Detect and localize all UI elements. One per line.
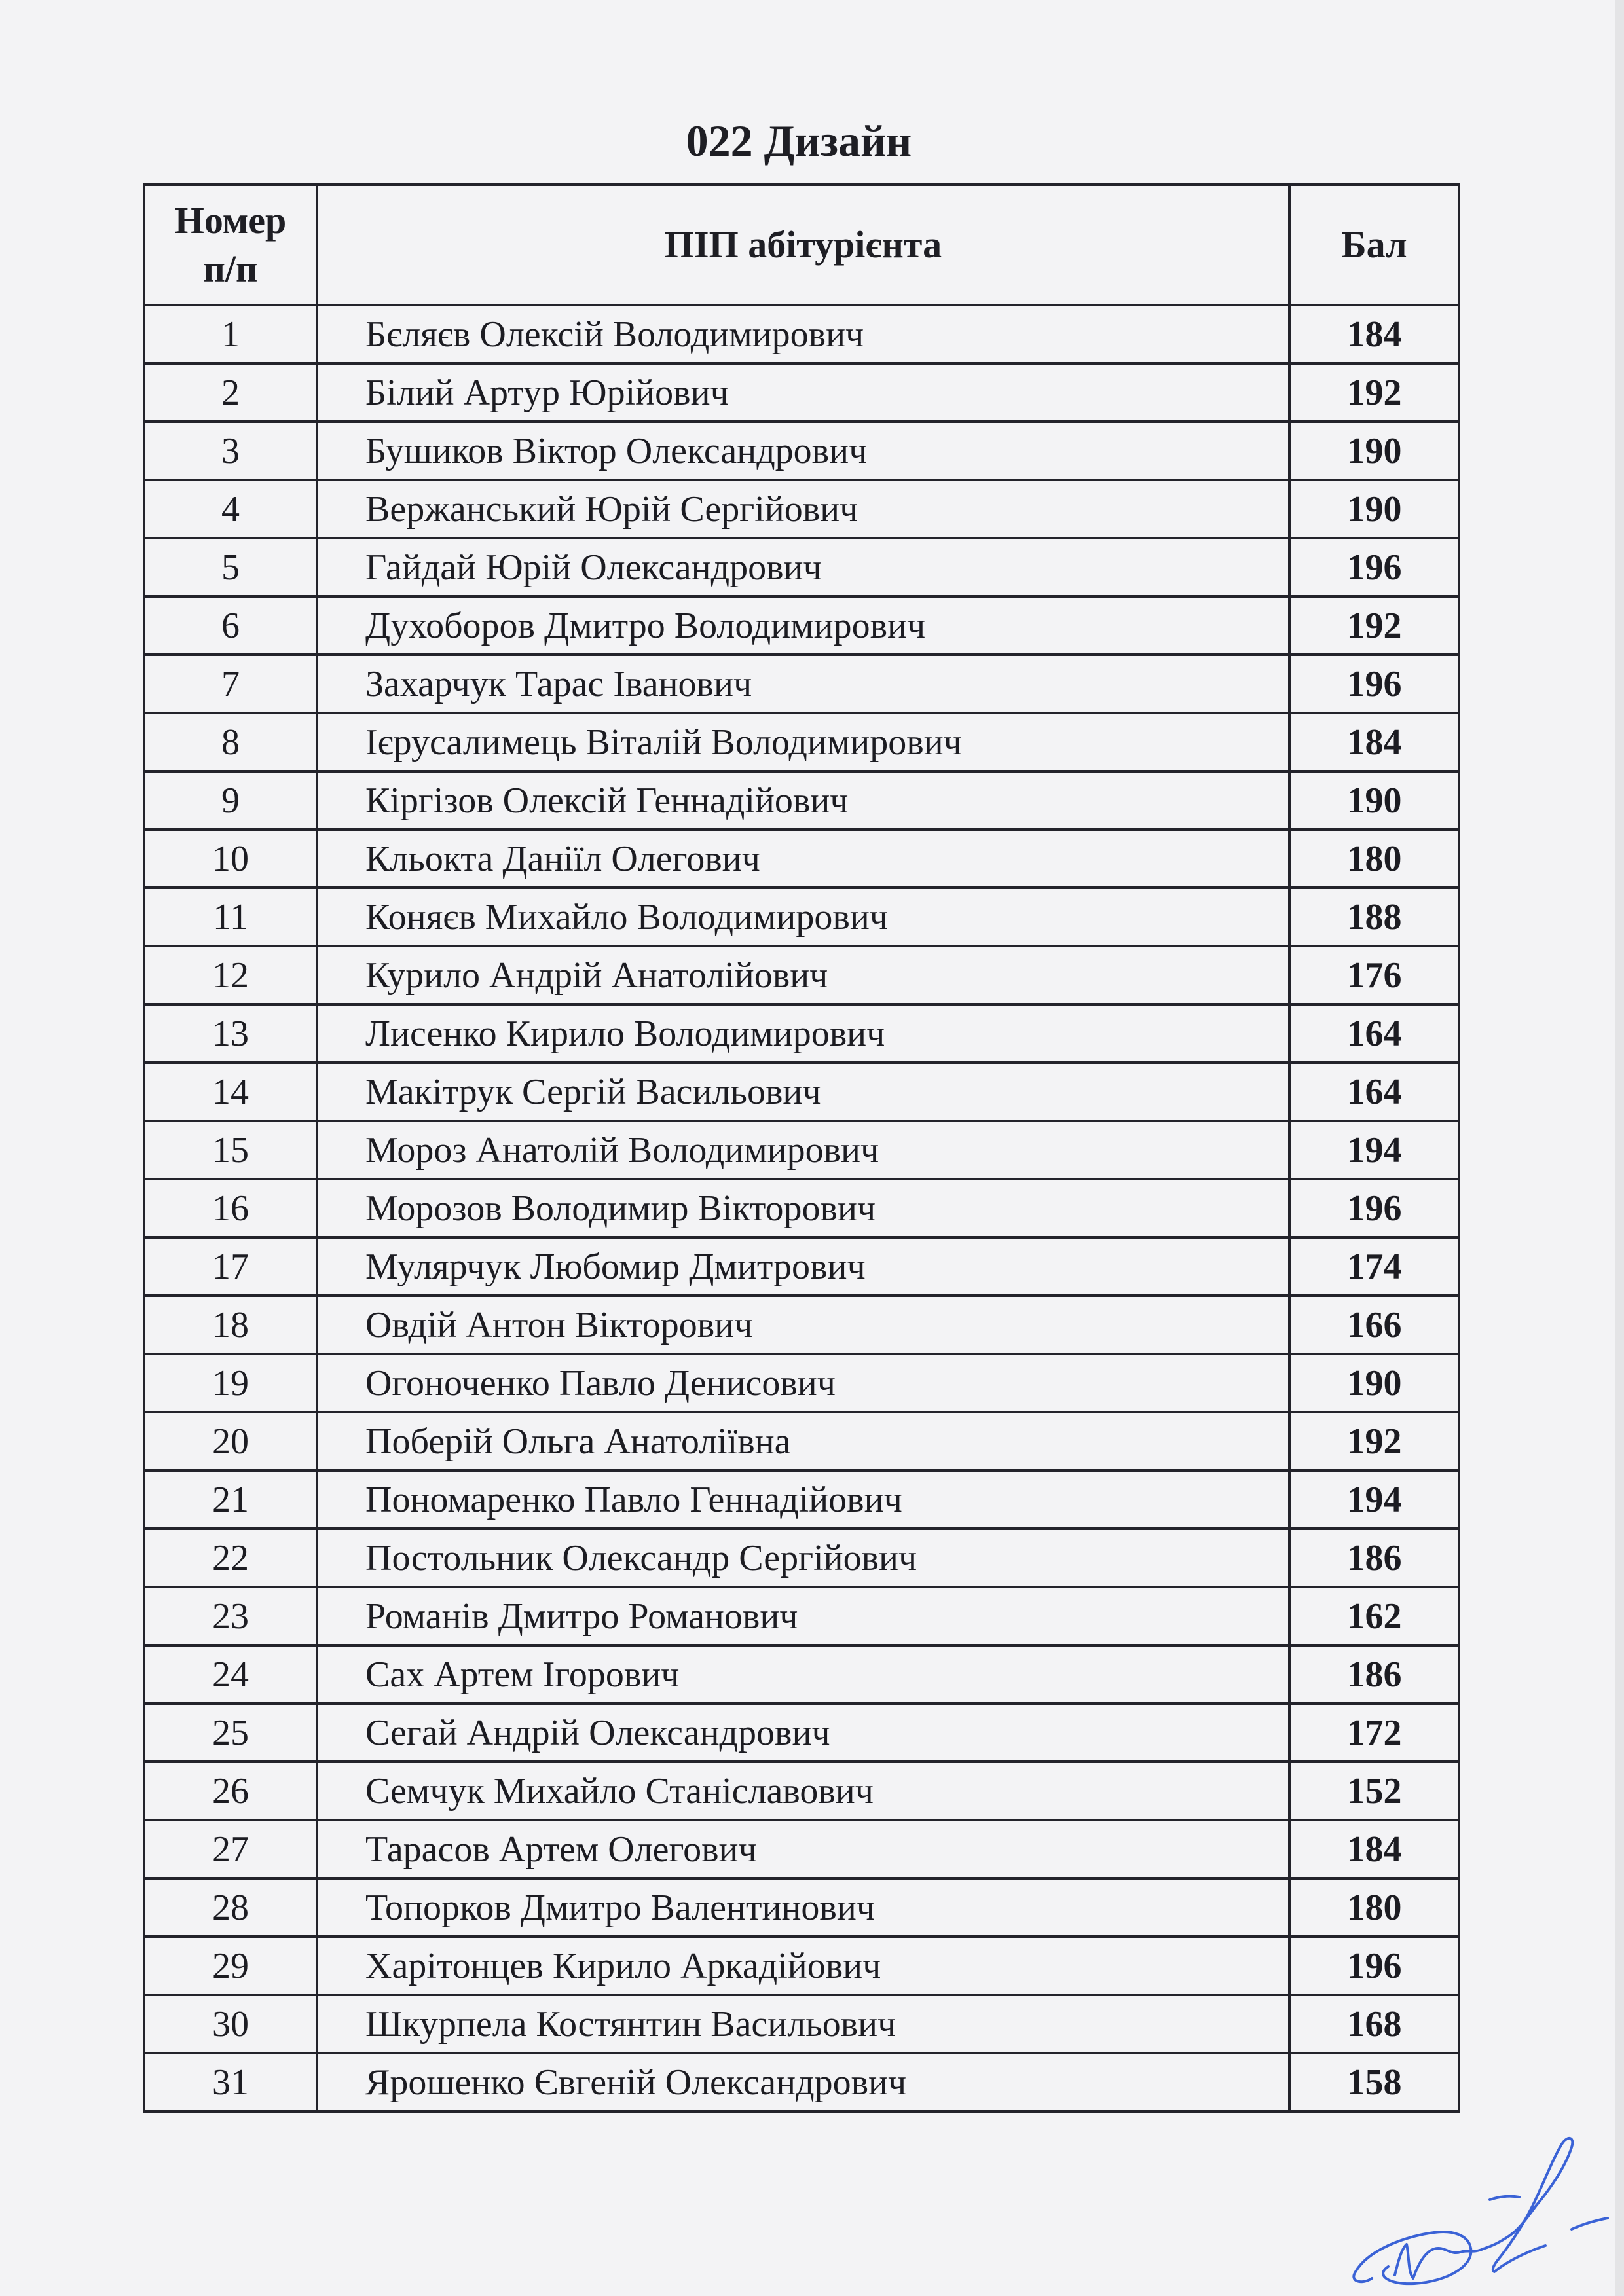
applicant-score: 152 xyxy=(1289,1762,1459,1820)
signature-stroke xyxy=(1572,2218,1608,2229)
applicant-score: 190 xyxy=(1289,422,1459,480)
applicant-score: 162 xyxy=(1289,1587,1459,1645)
row-number: 30 xyxy=(144,1995,317,2053)
table-body xyxy=(144,305,1459,2111)
applicant-score: 180 xyxy=(1289,829,1459,888)
table-row xyxy=(144,713,1459,771)
applicant-score: 194 xyxy=(1289,1470,1459,1529)
applicant-name: Романів Дмитро Романович xyxy=(317,1587,1289,1645)
applicant-score: 172 xyxy=(1289,1704,1459,1762)
row-number: 19 xyxy=(144,1354,317,1412)
row-number: 11 xyxy=(144,888,317,946)
table-row xyxy=(144,1354,1459,1412)
row-number: 4 xyxy=(144,480,317,538)
signature-stroke xyxy=(1395,2244,1434,2278)
applicant-name: Семчук Михайло Станіславович xyxy=(317,1762,1289,1820)
column-header-number-line2: п/п xyxy=(203,247,258,290)
row-number: 13 xyxy=(144,1004,317,1063)
row-number: 21 xyxy=(144,1470,317,1529)
table-row xyxy=(144,1820,1459,1878)
applicant-score: 174 xyxy=(1289,1237,1459,1296)
applicant-name: Мороз Анатолій Володимирович xyxy=(317,1121,1289,1179)
row-number: 18 xyxy=(144,1296,317,1354)
table-row xyxy=(144,1762,1459,1820)
applicant-score: 188 xyxy=(1289,888,1459,946)
table-row xyxy=(144,888,1459,946)
table-row xyxy=(144,1937,1459,1995)
table-row xyxy=(144,1237,1459,1296)
applicant-score: 176 xyxy=(1289,946,1459,1004)
table-row xyxy=(144,1878,1459,1937)
row-number: 5 xyxy=(144,538,317,596)
applicant-score: 196 xyxy=(1289,538,1459,596)
applicant-name: Топорков Дмитро Валентинович xyxy=(317,1878,1289,1937)
applicant-score: 184 xyxy=(1289,1820,1459,1878)
applicant-name: Макітрук Сергій Васильович xyxy=(317,1063,1289,1121)
applicant-score: 192 xyxy=(1289,1412,1459,1470)
applicant-score: 158 xyxy=(1289,2053,1459,2111)
applicant-name: Тарасов Артем Олегович xyxy=(317,1820,1289,1878)
applicants-table xyxy=(143,183,1460,2113)
applicant-score: 190 xyxy=(1289,480,1459,538)
applicant-score: 196 xyxy=(1289,1937,1459,1995)
table-row xyxy=(144,1704,1459,1762)
signature-stroke xyxy=(1490,2196,1519,2200)
row-number: 2 xyxy=(144,363,317,422)
applicant-score: 190 xyxy=(1289,1354,1459,1412)
table-row xyxy=(144,1179,1459,1237)
applicant-name: Коняєв Михайло Володимирович xyxy=(317,888,1289,946)
applicant-score: 196 xyxy=(1289,655,1459,713)
applicant-name: Постольник Олександр Сергійович xyxy=(317,1529,1289,1587)
row-number: 6 xyxy=(144,596,317,655)
table-header-row xyxy=(144,185,1459,305)
applicant-name: Харітонцев Кирило Аркадійович xyxy=(317,1937,1289,1995)
row-number: 26 xyxy=(144,1762,317,1820)
table-row xyxy=(144,596,1459,655)
table-row xyxy=(144,1296,1459,1354)
table-row xyxy=(144,480,1459,538)
applicant-name: Пономаренко Павло Геннадійович xyxy=(317,1470,1289,1529)
applicant-name: Курило Андрій Анатолійович xyxy=(317,946,1289,1004)
applicant-name: Ієрусалимець Віталій Володимирович xyxy=(317,713,1289,771)
applicant-name: Гайдай Юрій Олександрович xyxy=(317,538,1289,596)
applicant-score: 186 xyxy=(1289,1529,1459,1587)
row-number: 14 xyxy=(144,1063,317,1121)
table-row xyxy=(144,655,1459,713)
table-row xyxy=(144,1529,1459,1587)
row-number: 15 xyxy=(144,1121,317,1179)
applicant-score: 190 xyxy=(1289,771,1459,829)
table-row xyxy=(144,1412,1459,1470)
row-number: 31 xyxy=(144,2053,317,2111)
table-row xyxy=(144,305,1459,363)
applicant-name: Вержанський Юрій Сергійович xyxy=(317,480,1289,538)
row-number: 17 xyxy=(144,1237,317,1296)
table-row xyxy=(144,1121,1459,1179)
row-number: 20 xyxy=(144,1412,317,1470)
row-number: 9 xyxy=(144,771,317,829)
applicant-name: Овдій Антон Вікторович xyxy=(317,1296,1289,1354)
row-number: 16 xyxy=(144,1179,317,1237)
row-number: 28 xyxy=(144,1878,317,1937)
applicant-name: Кіргізов Олексій Геннадійович xyxy=(317,771,1289,829)
table-row xyxy=(144,363,1459,422)
applicant-score: 168 xyxy=(1289,1995,1459,2053)
applicant-score: 184 xyxy=(1289,305,1459,363)
table-row xyxy=(144,1645,1459,1704)
applicant-score: 180 xyxy=(1289,1878,1459,1937)
table-row xyxy=(144,538,1459,596)
column-header-number xyxy=(144,185,317,305)
applicant-score: 166 xyxy=(1289,1296,1459,1354)
column-header-name: ПІП абітурієнта xyxy=(317,185,1289,305)
signature xyxy=(1336,2115,1611,2291)
applicant-score: 164 xyxy=(1289,1063,1459,1121)
table-row xyxy=(144,771,1459,829)
row-number: 29 xyxy=(144,1937,317,1995)
applicant-score: 196 xyxy=(1289,1179,1459,1237)
signature-stroke xyxy=(1434,2138,1572,2272)
table-row xyxy=(144,422,1459,480)
page-edge xyxy=(1615,0,1624,2296)
applicant-name: Лисенко Кирило Володимирович xyxy=(317,1004,1289,1063)
row-number: 12 xyxy=(144,946,317,1004)
row-number: 3 xyxy=(144,422,317,480)
applicant-name: Шкурпела Костянтин Васильович xyxy=(317,1995,1289,2053)
row-number: 1 xyxy=(144,305,317,363)
document-title: 022 Дизайн xyxy=(686,116,912,166)
applicant-score: 194 xyxy=(1289,1121,1459,1179)
table-row xyxy=(144,829,1459,888)
applicant-name: Морозов Володимир Вікторович xyxy=(317,1179,1289,1237)
applicant-score: 192 xyxy=(1289,596,1459,655)
table-row xyxy=(144,1587,1459,1645)
column-header-score: Бал xyxy=(1289,185,1459,305)
applicant-score: 186 xyxy=(1289,1645,1459,1704)
table-row xyxy=(144,2053,1459,2111)
row-number: 27 xyxy=(144,1820,317,1878)
applicant-name: Білий Артур Юрійович xyxy=(317,363,1289,422)
applicant-name: Ярошенко Євгеній Олександрович xyxy=(317,2053,1289,2111)
table-row xyxy=(144,1004,1459,1063)
row-number: 24 xyxy=(144,1645,317,1704)
applicant-name: Захарчук Тарас Іванович xyxy=(317,655,1289,713)
applicant-name: Огоноченко Павло Денисович xyxy=(317,1354,1289,1412)
row-number: 22 xyxy=(144,1529,317,1587)
applicant-name: Мулярчук Любомир Дмитрович xyxy=(317,1237,1289,1296)
row-number: 10 xyxy=(144,829,317,888)
table-row xyxy=(144,1063,1459,1121)
row-number: 8 xyxy=(144,713,317,771)
table-row xyxy=(144,946,1459,1004)
applicant-name: Бєляєв Олексій Володимирович xyxy=(317,305,1289,363)
applicant-name: Духоборов Дмитро Володимирович xyxy=(317,596,1289,655)
applicant-name: Сегай Андрій Олександрович xyxy=(317,1704,1289,1762)
applicant-score: 184 xyxy=(1289,713,1459,771)
row-number: 25 xyxy=(144,1704,317,1762)
row-number: 23 xyxy=(144,1587,317,1645)
applicant-name: Кльокта Даніїл Олегович xyxy=(317,829,1289,888)
table-row xyxy=(144,1995,1459,2053)
column-header-number-line1: Номер xyxy=(174,199,287,242)
applicant-name: Сах Артем Ігорович xyxy=(317,1645,1289,1704)
applicant-score: 192 xyxy=(1289,363,1459,422)
applicant-name: Поберій Ольга Анатоліївна xyxy=(317,1412,1289,1470)
table-row xyxy=(144,1470,1459,1529)
applicant-score: 164 xyxy=(1289,1004,1459,1063)
row-number: 7 xyxy=(144,655,317,713)
applicant-name: Бушиков Віктор Олександрович xyxy=(317,422,1289,480)
